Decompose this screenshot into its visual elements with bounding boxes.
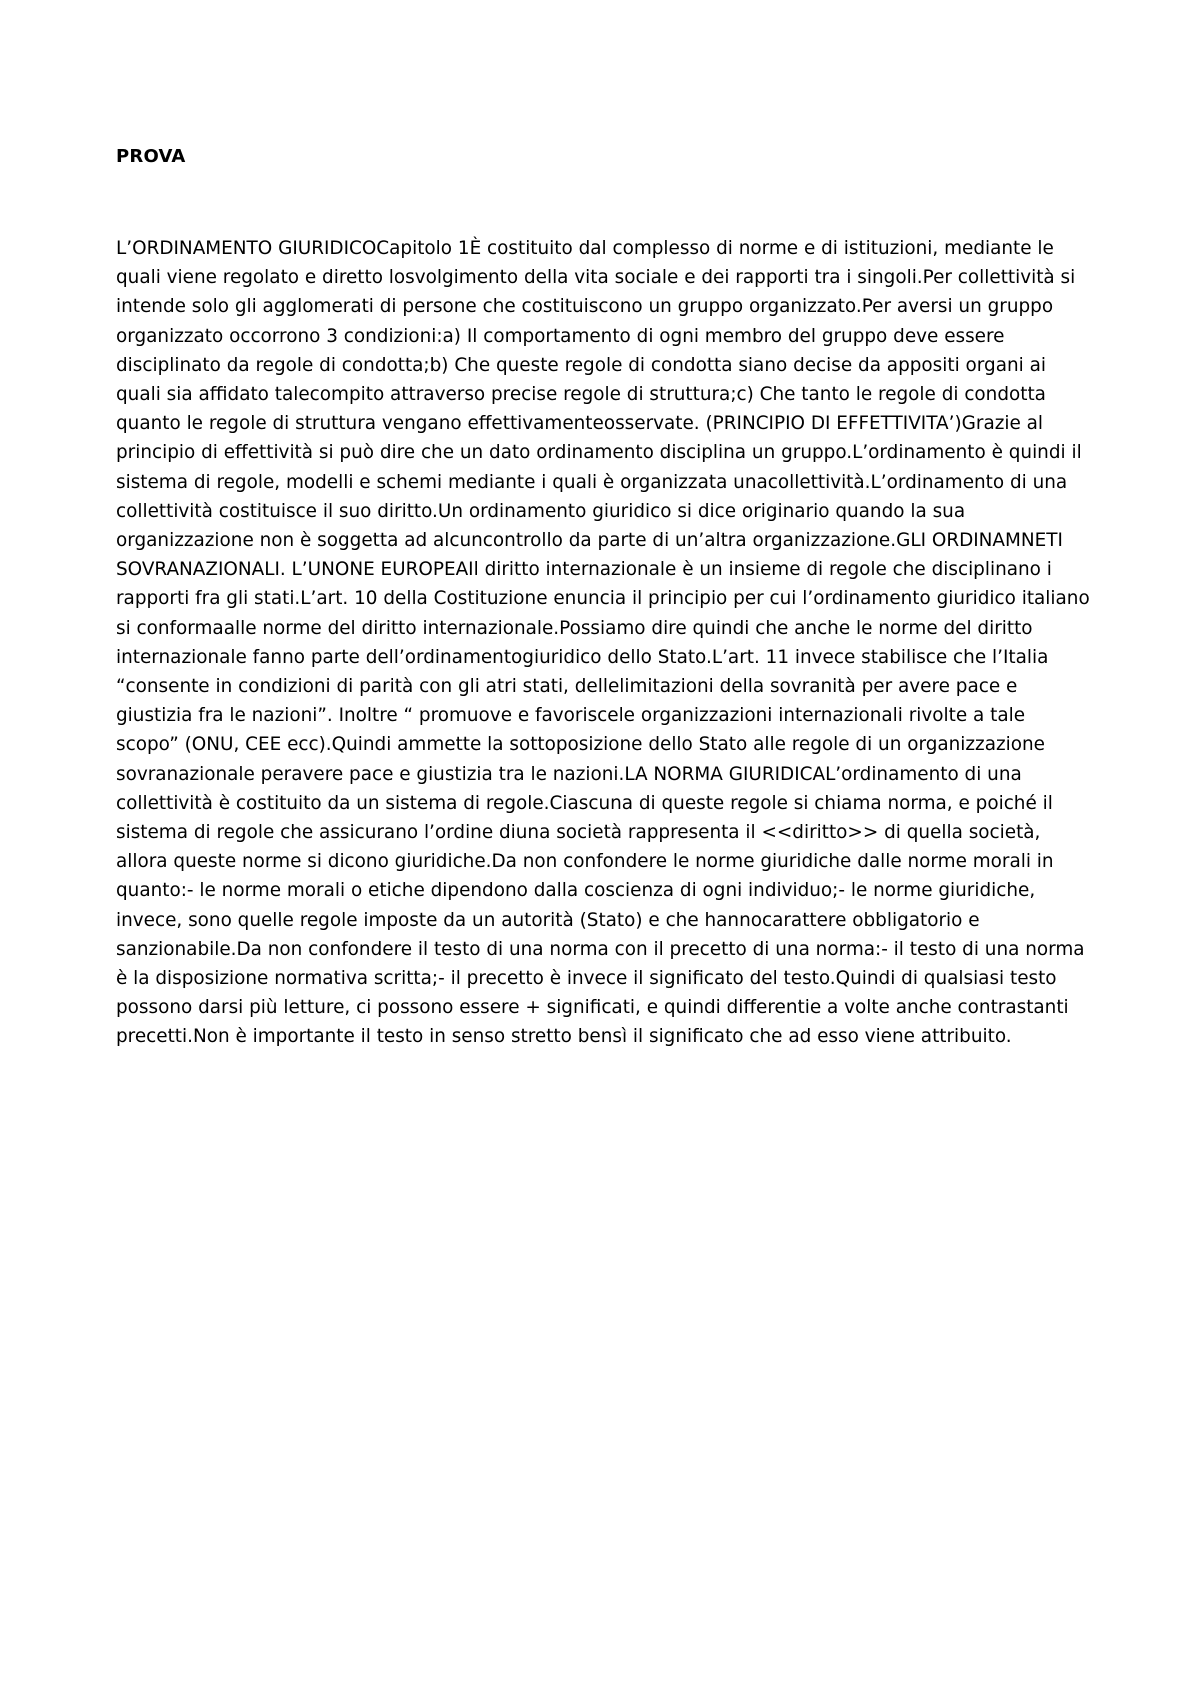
document-body-paragraph: L’ORDINAMENTO GIURIDICOCapitolo 1È costituito dal complesso di norme e di istituzioni, mediante le quali viene regolato e diretto losvolgimento della vita sociale e dei rapporti tra i singoli.Per collettività si intende solo gli agglomerati di persone che costituiscono un gruppo organizzato.Per aversi un gruppo organizzato occorrono 3 condizioni:a) Il comportamento di ogni membro del gruppo deve essere disciplinato da regole di condotta;b) Che queste regole di condotta siano decise da appositi organi ai quali sia affidato talecompito attraverso precise regole di struttura;c) Che tanto le regole di condotta quanto le regole di struttura vengano effettivamenteosservate. (PRINCIPIO DI EFFETTIVITA’)Grazie al principio di effettività si può dire che un dato ordinamento disciplina un gruppo.L’ordinamento è quindi il sistema di regole, modelli e schemi mediante i quali è organizzata unacollettività.L’ordinamento di una collettività costituisce il suo diritto.Un ordinamento giuridico si dice originario quando la sua organizzazione non è soggetta ad alcuncontrollo da parte di un’altra organizzazione.GLI ORDINAMNETI SOVRANAZIONALI. L’UNONE EUROPEAIl diritto internazionale è un insieme di regole che disciplinano i rapporti fra gli stati.L’art. 10 della Costituzione enuncia il principio per cui l’ordinamento giuridico italiano si conformaalle norme del diritto internazionale.Possiamo dire quindi che anche le norme del diritto internazionale fanno parte dell’ordinamentogiuridico dello Stato.L’art. 11 invece stabilisce che l’Italia “consente in condizioni di parità con gli atri stati, dellelimitazioni della sovranità per avere pace e giustizia fra le nazioni”. Inoltre “ promuove e favoriscele organizzazioni internazionali rivolte a tale scopo” (ONU, CEE ecc).Quindi ammette la sottoposizione dello Stato alle regole di un organizzazione sovranazionale peravere pace e giustizia tra le nazioni.LA NORMA GIURIDICAL’ordinamento di una collettività è costituito da un sistema di regole.Ciascuna di queste regole si chiama norma, e poiché il sistema di regole che assicurano l’ordine diuna società rappresenta il <<diritto>> di quella società, allora queste norme si dicono giuridiche.Da non confondere le norme giuridiche dalle norme morali in quanto:- le norme morali o etiche dipendono dalla coscienza di ogni individuo;- le norme giuridiche, invece, sono quelle regole imposte da un autorità (Stato) e che hannocarattere obbligatorio e sanzionabile.Da non confondere il testo di una norma con il precetto di una norma:- il testo di una norma è la disposizione normativa scritta;- il precetto è invece il significato del testo.Quindi di qualsiasi testo possono darsi più letture, ci possono essere + significati, e quindi differentie a volte anche contrastanti precetti.Non è importante il testo in senso stretto bensì il significato che ad esso viene attribuito. (116, 238, 1090, 1048)
document-title: PROVA (116, 146, 186, 167)
